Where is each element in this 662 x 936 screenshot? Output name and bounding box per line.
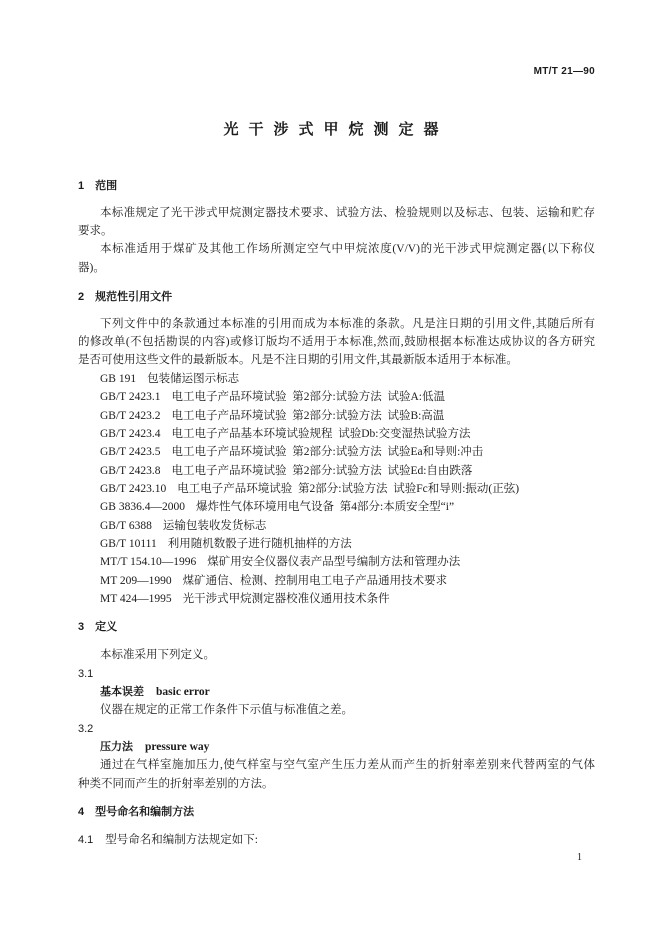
definition-number: 3.2 (78, 723, 94, 735)
paragraph-line: 下列文件中的条款通过本标准的引用而成为本标准的条款。凡是注日期的引用文件,其随后所有 (100, 318, 595, 330)
reference-item (100, 480, 595, 498)
subsection-4-1 (78, 833, 258, 847)
term-english: basic error (156, 686, 210, 698)
reference-title: 电工电子产品基本环境试验规程 试验Db:交变湿热试验方法 (171, 427, 471, 440)
section-number: 2 (78, 291, 85, 303)
definition-number: 3.1 (78, 668, 94, 680)
reference-title: 运输包装收发货标志 (162, 519, 267, 532)
reference-item (100, 553, 595, 571)
reference-code: GB/T 2423.8 (100, 464, 161, 477)
section-title: 型号命名和编制方法 (95, 806, 195, 818)
paragraph-line: 本标准规定了光干涉式甲烷测定器技术要求、试验方法、检验规则以及标志、包装、运输和贮存 (100, 207, 595, 219)
reference-title: 光干涉式甲烷测定器校准仪通用技术条件 (182, 592, 390, 605)
reference-title: 煤矿通信、检测、控制用电工电子产品通用技术要求 (182, 574, 448, 587)
reference-code: GB/T 2423.5 (100, 446, 161, 459)
reference-item (100, 535, 595, 553)
reference-item (100, 425, 595, 443)
reference-code: GB/T 2423.1 (100, 391, 161, 404)
section-title: 范围 (95, 180, 118, 192)
term-chinese: 压力法 (100, 741, 133, 753)
reference-title: 电工电子产品环境试验 第2部分:试验方法 试验Ea和导则:冲击 (171, 446, 484, 459)
paragraph-line: 是否可使用这些文件的最新版本。凡是不注日期的引用文件,其最新版本适用于本标准。 (78, 354, 518, 366)
reference-code: MT 209—1990 (100, 574, 172, 587)
reference-item (100, 572, 595, 590)
subsection-text: 型号命名和编制方法规定如下: (105, 834, 258, 846)
section-2-heading (78, 290, 172, 304)
section-number: 1 (78, 180, 85, 192)
paragraph-line: 要求。 (78, 225, 113, 237)
section-title: 规范性引用文件 (95, 291, 173, 303)
section-1-heading (78, 179, 117, 193)
paragraph-line: 本标准采用下列定义。 (100, 649, 215, 661)
section-title: 定义 (95, 621, 118, 633)
section-3-heading (78, 620, 117, 634)
reference-item (100, 498, 595, 516)
reference-code: GB/T 2423.10 (100, 482, 167, 495)
reference-code: GB 3836.4—2000 (100, 501, 185, 514)
reference-title: 电工电子产品环境试验 第2部分:试验方法 试验A:低温 (171, 391, 445, 404)
section-number: 4 (78, 806, 85, 818)
reference-item (100, 388, 595, 406)
paragraph-line: 器)。 (78, 262, 105, 274)
reference-list (100, 370, 595, 608)
document-title: 光干涉式甲烷测定器 (223, 121, 449, 138)
standard-code: MT/T 21—90 (533, 66, 595, 77)
paragraph-line: 本标准适用于煤矿及其他工作场所测定空气中甲烷浓度(V/V)的光干涉式甲烷测定器(以下称仪 (100, 243, 595, 255)
definition-text: 仪器在规定的正常工作条件下示值与标准值之差。 (100, 704, 353, 716)
reference-item (100, 517, 595, 535)
reference-code: MT/T 154.10—1996 (100, 556, 197, 569)
definition-text: 种类不同而产生的折射率差别的方法。 (78, 778, 274, 790)
reference-item (100, 462, 595, 480)
reference-title: 利用随机数骰子进行随机抽样的方法 (167, 537, 352, 550)
reference-item (100, 407, 595, 425)
reference-title: 包装储运图示标志 (147, 373, 240, 385)
term-english: pressure way (145, 741, 210, 753)
reference-item (100, 590, 595, 608)
subsection-number: 4.1 (78, 834, 94, 846)
paragraph-line: 的修改单(不包括勘误的内容)或修订版均不适用于本标准,然而,鼓励根据本标准达成协议的各方研究 (78, 336, 595, 348)
page-number: 1 (577, 852, 582, 863)
section-4-heading (78, 805, 194, 819)
reference-item (100, 443, 595, 461)
definition-text: 通过在气样室施加压力,使气样室与空气室产生压力差从而产生的折射率差别来代替两室的气体 (100, 759, 595, 771)
term-chinese: 基本误差 (100, 686, 144, 698)
reference-title: 电工电子产品环境试验 第2部分:试验方法 试验Fc和导则:振动(正弦) (177, 482, 520, 495)
reference-title: 爆炸性气体环境用电气设备 第4部分:本质安全型“i” (195, 501, 455, 514)
definition-term (100, 685, 210, 699)
reference-code: GB/T 2423.4 (100, 427, 161, 440)
reference-item (100, 370, 595, 388)
reference-title: 电工电子产品环境试验 第2部分:试验方法 试验Ed:自由跌落 (171, 464, 473, 477)
reference-code: MT 424—1995 (100, 592, 172, 605)
reference-title: 电工电子产品环境试验 第2部分:试验方法 试验B:高温 (171, 409, 445, 422)
reference-code: GB 191 (100, 373, 137, 385)
reference-code: GB/T 10111 (100, 537, 157, 550)
reference-code: GB/T 2423.2 (100, 409, 161, 422)
section-number: 3 (78, 621, 85, 633)
reference-code: GB/T 6388 (100, 519, 152, 532)
definition-term (100, 740, 209, 754)
reference-title: 煤矿用安全仪器仪表产品型号编制方法和管理办法 (207, 556, 461, 569)
